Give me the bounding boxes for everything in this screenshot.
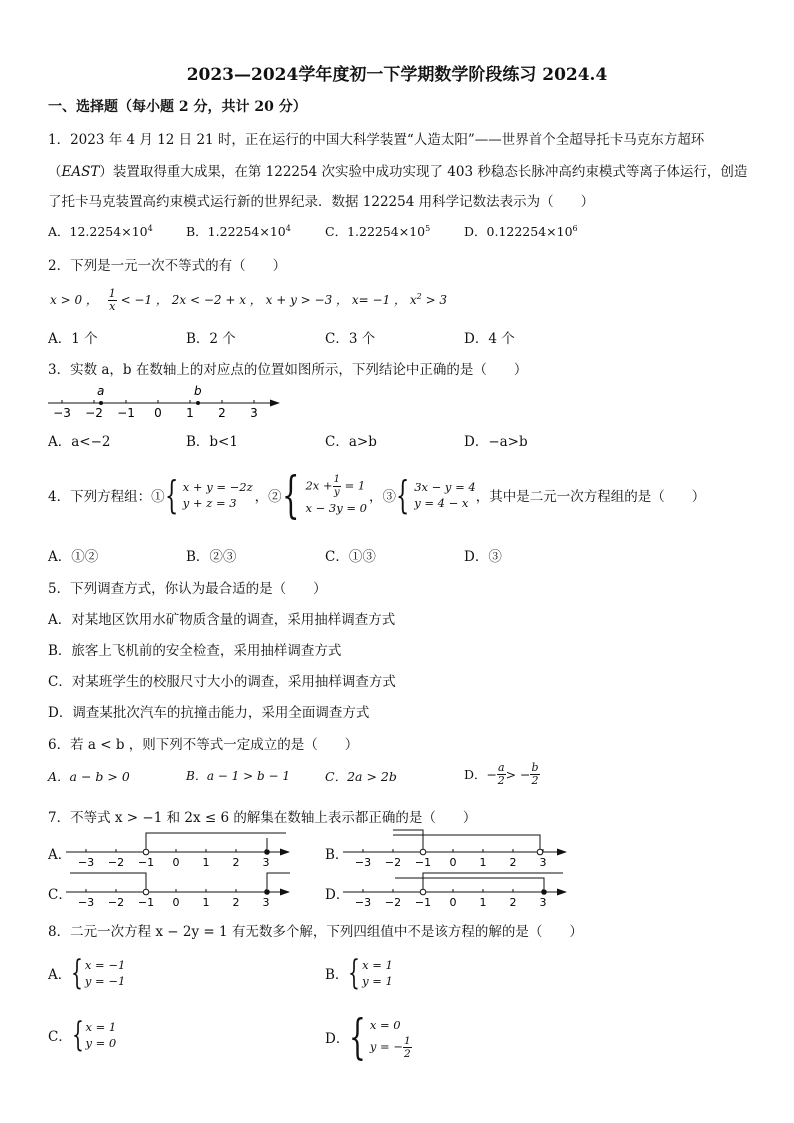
q6-option-a[interactable]: A．a − b > 0 — [48, 769, 130, 784]
tick-label: 1 — [202, 856, 210, 866]
q7-line-a[interactable] — [66, 826, 298, 866]
q8-stem: 8．二元一次方程 x − 2y = 1 有无数多个解，下列四组值中不是该方程的解的是（ ） — [48, 924, 583, 940]
q3-option-a[interactable]: A．a<−2 — [48, 434, 111, 450]
tick-label: 3 — [250, 406, 258, 420]
tick-label: −1 — [414, 896, 432, 906]
q7-stem: 7．不等式 x > −1 和 2x ≤ 6 的解集在数轴上表示都正确的是（ ） — [48, 810, 477, 826]
tick-label: 1 — [479, 896, 487, 906]
tick-label: 2 — [218, 406, 226, 420]
tick-label: 3 — [262, 856, 270, 866]
tick-label: −3 — [77, 856, 95, 866]
q6-option-b[interactable]: B．a − 1 > b − 1 — [186, 769, 290, 783]
q6-option-d[interactable]: D．− $\frac{a}{2}$ > − $\frac{b}{2}$ — [464, 760, 539, 787]
q8-option-b[interactable]: B． { x = 1 y = 1 — [325, 953, 393, 993]
q4-option-d[interactable]: D．③ — [464, 549, 502, 565]
tick-label: −2 — [85, 406, 103, 420]
q1-option-c[interactable]: C．$1.22254\times 10^5$ — [325, 223, 431, 239]
q7-line-d[interactable] — [343, 866, 575, 906]
q3-option-b[interactable]: B．b<1 — [186, 434, 238, 450]
tick-label: 3 — [262, 896, 270, 906]
tick-label: −1 — [414, 856, 432, 866]
q6-option-c[interactable]: C．2a > 2b — [325, 769, 397, 784]
q1-option-a[interactable]: A．$12.2254\times 10^4$ — [48, 223, 153, 239]
q6-stem: 6．若 a < b ，则下列不等式一定成立的是（ ） — [48, 737, 359, 753]
q2-expressions: x > 0 ， $\frac{1}{x}$ < −1 ， 2x < −2 + x ， x + y > −3 ， x= −1 ， $x^2 > 3$ — [50, 287, 448, 313]
tick-label: 0 — [154, 406, 162, 420]
q8-option-a[interactable]: A． { x = −1 y = −1 — [48, 953, 126, 993]
tick-label: −2 — [107, 896, 125, 906]
tick-label: −3 — [53, 406, 71, 420]
q4-option-b[interactable]: B．②③ — [186, 549, 237, 565]
q3-point-b — [196, 401, 200, 405]
q3-number-line — [44, 380, 284, 420]
tick-label: 0 — [172, 856, 180, 866]
q7-line-c[interactable] — [66, 866, 298, 906]
tick-label: −3 — [354, 856, 372, 866]
q7-line-b[interactable] — [343, 826, 575, 866]
tick-label: −1 — [137, 896, 155, 906]
tick-label: 2 — [509, 856, 517, 866]
tick-label: 3 — [539, 896, 547, 906]
q2-option-a[interactable]: A．1 个 — [48, 331, 98, 347]
page-title: 2023—2024学年度初一下学期数学阶段练习 2024.4 — [186, 65, 608, 85]
tick-label: 3 — [539, 856, 547, 866]
q1-option-b[interactable]: B．$1.22254\times 10^4$ — [186, 223, 291, 239]
q1-line1: 1．2023 年 4 月 12 日 21 时，正在运行的中国大科学装置“人造太阳”——世界首个全超导托卡马克东方超环 — [48, 132, 705, 148]
q7-option-c-label[interactable]: C． — [48, 887, 72, 903]
tick-label: −2 — [384, 856, 402, 866]
section-heading: 一、选择题（每小题 2 分，共计 20 分） — [48, 99, 307, 115]
tick-label: −1 — [137, 856, 155, 866]
q3-stem: 3．实数 a，b 在数轴上的对应点的位置如图所示，下列结论中正确的是（ ） — [48, 362, 528, 378]
q1-option-d[interactable]: D．$0.122254\times 10^6$ — [464, 223, 578, 239]
q5-option-b[interactable]: B．旅客上飞机前的安全检查，采用抽样调查方式 — [48, 643, 342, 659]
tick-label: 1 — [479, 856, 487, 866]
q4-option-c[interactable]: C．①③ — [325, 549, 376, 565]
tick-label: −1 — [117, 406, 135, 420]
q2-stem: 2．下列是一元一次不等式的有（ ） — [48, 258, 287, 274]
q1-line3: 了托卡马克装置高约束模式运行新的世界纪录．数据 122254 用科学记数法表示为（ ） — [48, 194, 595, 210]
q3-label-b: b — [194, 384, 202, 398]
tick-label: 0 — [449, 896, 457, 906]
tick-label: 1 — [202, 896, 210, 906]
q7-option-b-label[interactable]: B． — [325, 847, 349, 863]
q5-option-c[interactable]: C．对某班学生的校服尺寸大小的调查，采用抽样调查方式 — [48, 674, 396, 690]
q7-option-d-label[interactable]: D． — [325, 887, 350, 903]
q1-line2: （EAST）装置取得重大成果，在第 122254 次实验中成功实现了 403 秒稳态长脉冲高约束模式等离子体运行，创造 — [48, 164, 748, 180]
tick-label: 0 — [172, 896, 180, 906]
tick-label: 2 — [232, 856, 240, 866]
q4-stem: 4．下列方程组：① { x + y = −2z y + z = 3 ，② { 2x + $\frac{1}{y}$ = 1 x − 3y = 0 ，③ { 3x − y = 4 y = 4 − x ，其中是二元一次方程组的是（ ） — [48, 466, 706, 524]
q8-option-c[interactable]: C． { x = 1 y = 0 — [48, 1015, 117, 1055]
tick-label: 2 — [509, 896, 517, 906]
tick-label: −2 — [107, 856, 125, 866]
q7-option-a-label[interactable]: A． — [48, 847, 72, 863]
q2-option-b[interactable]: B．2 个 — [186, 331, 236, 347]
tick-label: −2 — [384, 896, 402, 906]
q5-stem: 5．下列调查方式，你认为最合适的是（ ） — [48, 581, 327, 597]
q8-option-d[interactable]: D． { x = 0 y = − $\frac{1}{2}$ — [325, 1009, 411, 1065]
q5-option-a[interactable]: A．对某地区饮用水矿物质含量的调查，采用抽样调查方式 — [48, 612, 396, 628]
tick-label: −3 — [77, 896, 95, 906]
tick-label: −3 — [354, 896, 372, 906]
tick-label: 2 — [232, 896, 240, 906]
tick-label: 1 — [186, 406, 194, 420]
q3-label-a: a — [97, 384, 105, 398]
q3-option-c[interactable]: C．a>b — [325, 434, 377, 450]
tick-label: 0 — [449, 856, 457, 866]
q2-option-c[interactable]: C．3 个 — [325, 331, 376, 347]
q3-option-d[interactable]: D．−a>b — [464, 434, 528, 450]
q5-option-d[interactable]: D．调查某批次汽车的抗撞击能力，采用全面调查方式 — [48, 705, 370, 721]
q2-option-d[interactable]: D．4 个 — [464, 331, 515, 347]
q3-point-a — [99, 401, 103, 405]
q4-option-a[interactable]: A．①② — [48, 549, 99, 565]
